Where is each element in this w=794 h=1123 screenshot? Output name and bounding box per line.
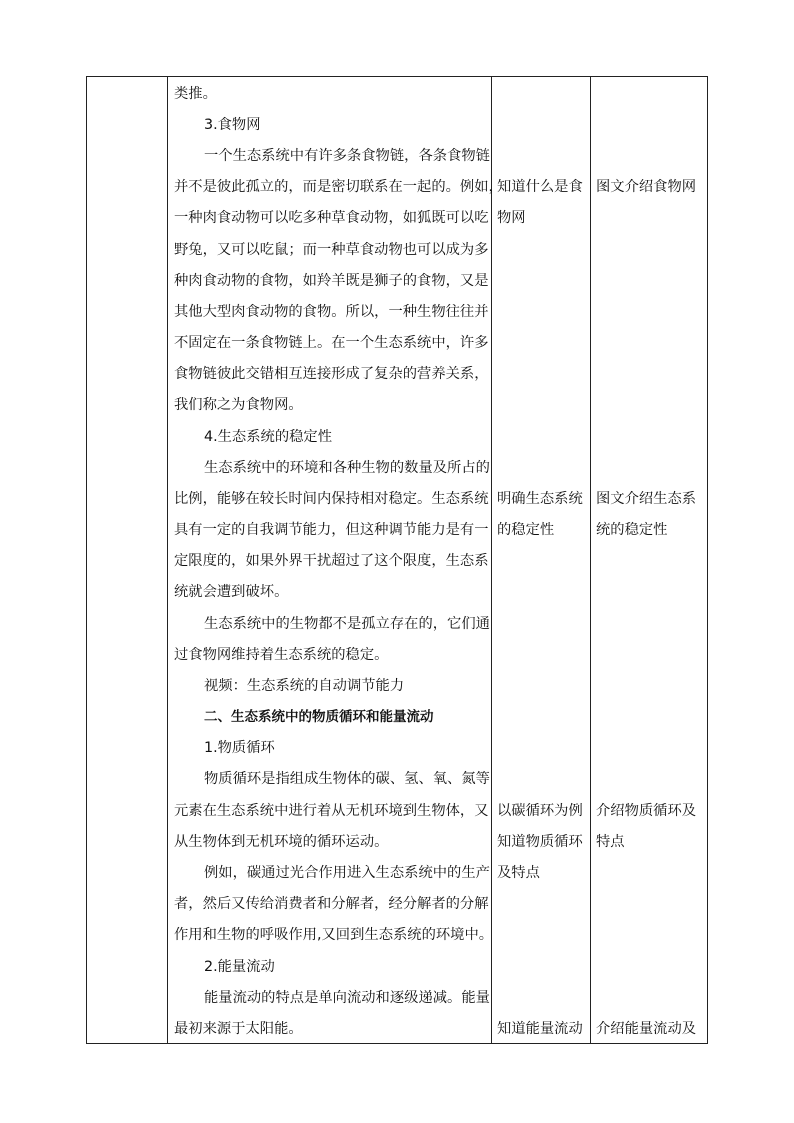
text-line: 一种肉食动物可以吃多种草食动物，如狐既可以吃 [174,210,489,226]
text-line: 物质循环是指组成生物体的碳、氢、氧、氮等 [204,771,490,787]
text-line: 知道物质循环 [497,834,583,850]
text-line: 二、生态系统中的物质循环和能量流动 [204,709,434,725]
column-divider [491,77,492,1043]
text-line: 过食物网维持着生态系统的稳定。 [174,647,389,663]
text-line: 4.生态系统的稳定性 [204,429,333,445]
text-line: 比例，能够在较长时间内保持相对稳定。生态系统 [174,491,489,507]
text-line: 不固定在一条食物链上。在一个生态系统中，许多 [174,335,489,351]
text-line: 明确生态系统 [497,491,583,507]
text-line: 并不是彼此孤立的，而是密切联系在一起的。例如， [174,179,503,195]
text-line: 具有一定的自我调节能力，但这种调节能力是有一 [174,522,489,538]
text-line: 以碳循环为例 [497,803,583,819]
column-divider [590,77,591,1043]
text-line: 生态系统中的生物都不是孤立存在的，它们通 [204,616,490,632]
text-line: 食物链彼此交错相互连接形成了复杂的营养关系， [174,366,489,382]
text-line: 元素在生态系统中进行着从无机环境到生物体，又 [174,803,489,819]
text-line: 及特点 [497,865,540,881]
text-line: 1.物质循环 [204,740,275,756]
text-line: 能量流动的特点是单向流动和逐级递减。能量 [204,990,490,1006]
text-line: 野兔，又可以吃鼠；而一种草食动物也可以成为多 [174,242,489,258]
lesson-plan-table [86,76,708,1044]
text-line: 介绍物质循环及 [596,803,697,819]
text-line: 生态系统中的环境和各种生物的数量及所占的 [204,460,490,476]
text-line: 一个生态系统中有许多条食物链，各条食物链 [204,148,490,164]
text-line: 例如，碳通过光合作用进入生态系统中的生产 [204,865,490,881]
text-line: 3.食物网 [204,117,261,133]
text-line: 图文介绍生态系 [596,491,697,507]
text-line: 视频：生态系统的自动调节能力 [204,678,405,694]
text-line: 知道能量流动 [497,1021,583,1037]
text-line: 我们称之为食物网。 [174,397,303,413]
text-line: 最初来源于太阳能。 [174,1021,303,1037]
text-line: 2.能量流动 [204,959,275,975]
column-divider [167,77,168,1043]
text-line: 定限度的，如果外界干扰超过了这个限度，生态系 [174,553,489,569]
text-line: 特点 [596,834,625,850]
text-line: 统的稳定性 [596,522,668,538]
text-line: 其他大型肉食动物的食物。所以，一种生物往往并 [174,304,489,320]
text-line: 物网 [497,210,526,226]
text-line: 图文介绍食物网 [596,179,697,195]
text-line: 从生物体到无机环境的循环运动。 [174,834,389,850]
text-line: 作用和生物的呼吸作用,又回到生态系统的环境中。 [174,927,494,943]
text-line: 统就会遭到破坏。 [174,584,289,600]
text-line: 类推。 [174,86,217,102]
text-line: 种肉食动物的食物，如羚羊既是狮子的食物，又是 [174,273,489,289]
text-line: 者，然后又传给消费者和分解者，经分解者的分解 [174,896,489,912]
text-line: 介绍能量流动及 [596,1021,697,1037]
text-line: 的稳定性 [497,522,555,538]
text-line: 知道什么是食 [497,179,583,195]
